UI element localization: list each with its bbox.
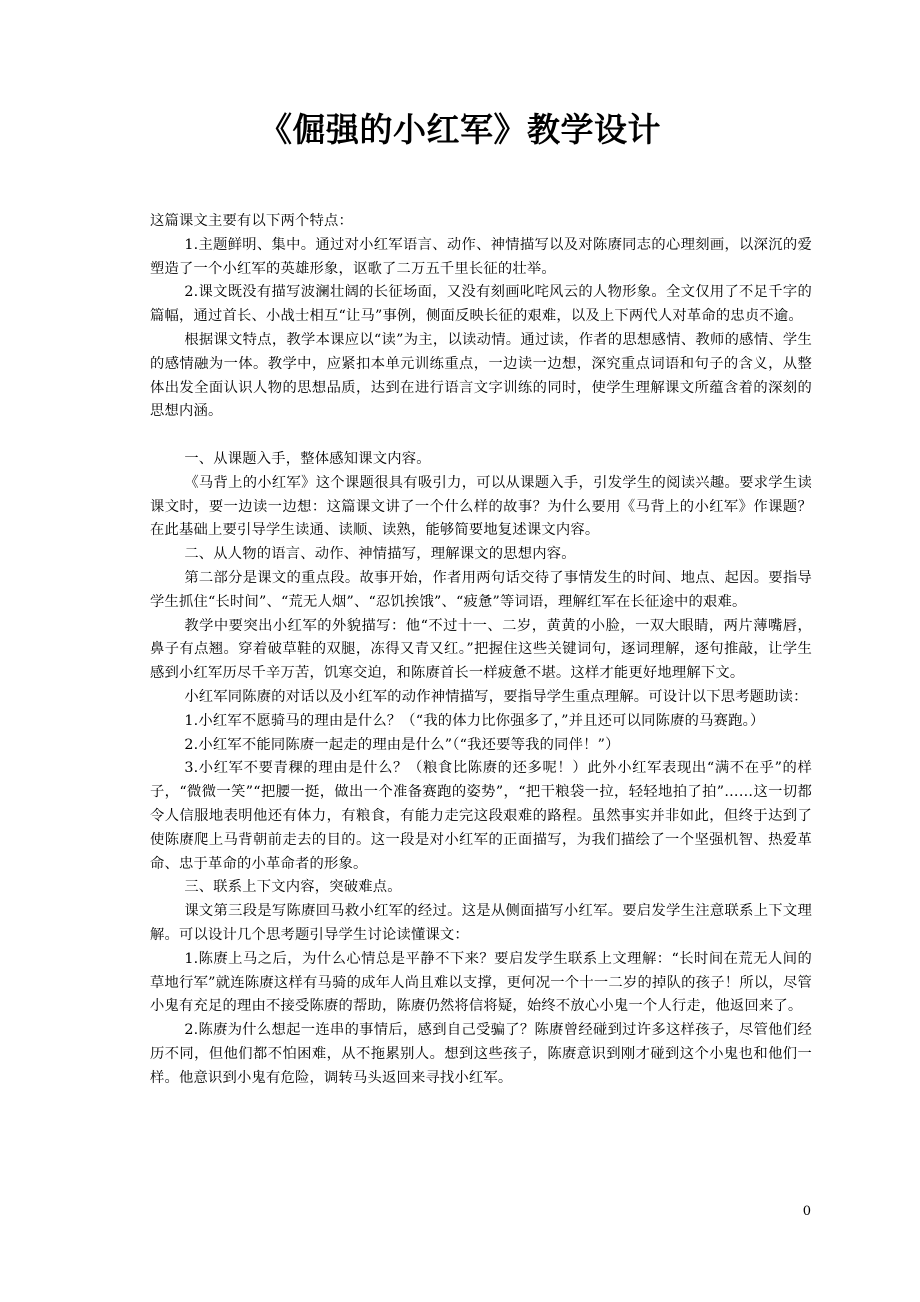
paragraph-intro: 这篇课文主要有以下两个特点： <box>150 213 353 229</box>
paragraph-feature-2: 2.课文既没有描写波澜壮阔的长征场面，又没有刻画叱咤风云的人物形象。全文仅用了不足千字的篇幅，通过首长、小战士相互“让马”事例，侧面反映长征的艰难，以及上下两代人对革命的忠贞不逾。 <box>150 284 812 325</box>
paragraph-feature-1: 1.主题鲜明、集中。通过对小红军语言、动作、神情描写以及对陈赓同志的心理刻画，以深沉的爱塑造了一个小红军的英雄形象，讴歌了二万五千里长征的壮举。 <box>150 236 812 277</box>
page-number: 0 <box>802 1204 811 1219</box>
question-item-1: 1.小红军不愿骑马的理由是什么？（“我的体力比你强多了，”并且还可以同陈赓的马赛跑。） <box>184 712 765 729</box>
discussion-item-2: 2.陈赓为什么想起一连串的事情后，感到自己受骗了？陈赓曾经碰到过许多这样孩子，尽管他们经历不同，但他们都不怕困难，从不拖累别人。想到这些孩子，陈赓意识到刚才碰到这个小鬼也和他们一样。他意识到小鬼有危险，调转马头返回来寻找小红军。 <box>150 1022 812 1086</box>
question-item-3: 3.小红军不要青稞的理由是什么？（粮食比陈赓的还多呢！）此外小红军表现出“满不在乎”的样子，“微微一笑”“把腰一挺，做出一个准备赛跑的姿势”，“把干粮袋一拉，轻轻地拍了拍”……这一切都令人信服地表明他还有体力，有粮食，有能力走完这段艰难的路程。虽然事实并非如此，但终于达到了使陈赓爬上马背朝前走去的目的。这一段是对小红军的正面描写，为我们描绘了一个坚强机智、热爱革命、忠于革命的小革命者的形象。 <box>150 760 812 872</box>
paragraph-section-2-a: 第二部分是课文的重点段。故事开始，作者用两句话交待了事情发生的时间、地点、起因。要指导学生抓住“长时间”、“荒无人烟”、“忍饥挨饿”、“疲惫”等词语，理解红军在长征途中的艰难。 <box>150 569 812 610</box>
section-heading-2: 二、从人物的语言、动作、神情描写，理解课文的思想内容。 <box>184 546 576 563</box>
paragraph-spacer <box>150 424 812 448</box>
section-heading-1: 一、从课题入手，整体感知课文内容。 <box>184 450 431 467</box>
document-title: 《倔强的小红军》教学设计 <box>259 110 661 149</box>
paragraph-section-2-b: 教学中要突出小红军的外貌描写：他“不过十一、二岁，黄黄的小脸，一双大眼睛，两片薄嘴唇，鼻子有点翘。穿着破草鞋的双腿，冻得又青又红。”把握住这些关键词句，逐词理解，逐句推敲，让学生感到小红军历尽千辛万苦，饥寒交迫，和陈赓首长一样疲惫不堪。这样才能更好地理解下文。 <box>150 617 812 682</box>
paragraph-section-2-c: 小红军同陈赓的对话以及小红军的动作神情描写，要指导学生重点理解。可设计以下思考题助读： <box>184 688 808 705</box>
section-heading-3: 三、联系上下文内容，突破难点。 <box>184 879 402 896</box>
paragraph-teaching-approach: 根据课文特点，教学本课应以“读”为主，以读动情。通过读，作者的思想感情、教师的感情、学生的感情融为一体。教学中，应紧扣本单元训练重点，一边读一边想，深究重点词语和句子的含义，从整体出发全面认识人物的思想品质，达到在进行语言文字训练的同时，使学生理解课文所蕴含着的深刻的思想内涵。 <box>150 331 812 420</box>
document-body <box>150 210 812 1090</box>
discussion-item-1: 1.陈赓上马之后，为什么心情总是平静不下来？要启发学生联系上文理解：“长时间在荒无人间的草地行军”就连陈赓这样有马骑的成年人尚且难以支撑，更何况一个十一二岁的掉队的孩子！所以，尽管小鬼有充足的理由不接受陈赓的帮助，陈赓仍然将信将疑，始终不放心小鬼一个人行走，他返回来了。 <box>150 950 812 1015</box>
paragraph-section-1: 《马背上的小红军》这个课题很具有吸引力，可以从课题入手，引发学生的阅读兴趣。要求学生读课文时，要一边读一边想：这篇课文讲了一个什么样的故事？为什么要用《马背上的小红军》作课题？在此基础上要引导学生读通、读顺、读熟，能够简要地复述课文内容。 <box>150 474 812 539</box>
paragraph-section-3: 课文第三段是写陈赓回马救小红军的经过。这是从侧面描写小红军。要启发学生注意联系上下文理解。可以设计几个思考题引导学生讨论读懂课文： <box>150 903 812 943</box>
question-item-2: 2.小红军不能同陈赓一起走的理由是什么”（“我还要等我的同伴！”） <box>184 736 620 753</box>
